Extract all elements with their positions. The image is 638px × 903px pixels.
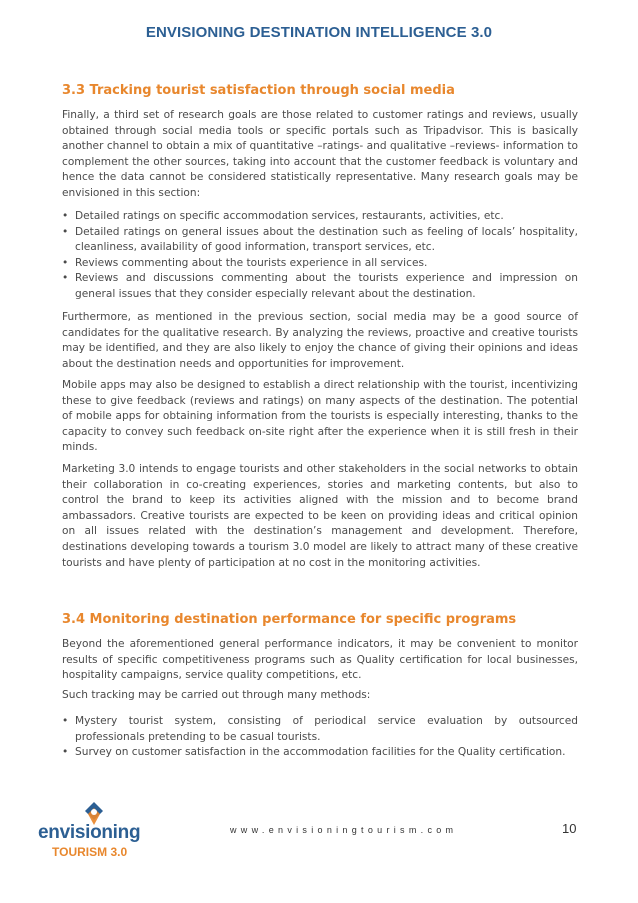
paragraph: Mobile apps may also be designed to establish a direct relationship with the tourist, incentivizing these to give feedback (reviews and ratings) on many aspects of the destination. The potential of mobile apps for obtaining information from the tourists is especially interesting, thanks to the capacity to convey such feedback on-site right after the experience when it is still fresh in their minds.	[62, 379, 578, 454]
list-item: • Detailed ratings on specific accommodation services, restaurants, activities, etc.	[62, 209, 578, 225]
paragraph: Beyond the aforementioned general performance indicators, it may be convenient to monitor results of specific competitiveness programs such as Quality certification for local businesses, hospitality campaigns, service quality competitions, etc.	[62, 638, 578, 682]
section-3-4-bullet-list	[62, 714, 578, 761]
section-3-3-para2	[62, 310, 578, 372]
section-3-3-heading-wrap	[62, 83, 578, 98]
page-number: 10	[562, 821, 577, 836]
list-item: • Detailed ratings on general issues about the destination such as feeling of locals’ hospitality, cleanliness, availability of good information, transport services, etc.	[62, 225, 578, 256]
paragraph: Finally, a third set of research goals are those related to customer ratings and reviews, usually obtained through social media tools or specific portals such as Tripadvisor. This is basically another channel to obtain a mix of quantitative –ratings- and qualitative –reviews- information to complement the other sources, taking into account that the customer feedback is voluntary and hence the data cannot be considered statistically representative. Many research goals may be envisioned in this section:	[62, 109, 578, 199]
section-3-3-bullet-list	[62, 209, 578, 303]
section-heading: 3.4 Monitoring destination performance for specific programs	[62, 612, 517, 627]
footer-logo	[38, 808, 150, 859]
section-heading: 3.3 Tracking tourist satisfaction through social media	[62, 83, 455, 98]
section-3-4-intro	[62, 637, 578, 684]
section-3-3-para3	[62, 378, 578, 456]
section-3-4-heading-wrap	[62, 612, 578, 627]
list-item: • Reviews commenting about the tourists experience in all services.	[62, 256, 578, 272]
page-header-title: ENVISIONING DESTINATION INTELLIGENCE 3.0	[145, 24, 493, 41]
list-item: • Survey on customer satisfaction in the accommodation facilities for the Quality certification.	[62, 745, 578, 761]
logo-subtitle: TOURISM 3.0	[52, 845, 128, 859]
logo-wordmark: envisioning	[38, 822, 141, 843]
section-3-3-intro	[62, 108, 578, 202]
section-3-3-para4	[62, 462, 578, 571]
footer-website-link[interactable]: www.envisioningtourism.com	[230, 825, 458, 835]
paragraph: Furthermore, as mentioned in the previous section, social media may be a good source of candidates for the qualitative research. By analyzing the reviews, proactive and creative tourists may be identified, and they are also likely to enjoy the chance of giving their opinions and ideas about the destination needs and opportunities for improvement.	[62, 311, 578, 370]
paragraph: Marketing 3.0 intends to engage tourists and other stakeholders in the social networks to obtain their collaboration in co-creating experiences, stories and marketing contents, but also to control the brand to keep its activities aligned with the mission and to become brand ambassadors. Creative tourists are expected to be keen on providing ideas and critical opinion on all issues related with the destination’s management and development. Therefore, destinations developing towards a tourism 3.0 model are likely to attract many of these creative tourists and have plenty of participation at no cost in the monitoring activities.	[62, 463, 578, 569]
list-item: • Mystery tourist system, consisting of periodical service evaluation by outsourced professionals pretending to be casual tourists.	[62, 714, 578, 745]
section-3-4-para2	[62, 688, 578, 704]
list-item: • Reviews and discussions commenting about the tourists experience and impression on general issues that they consider especially relevant about the destination.	[62, 271, 578, 302]
paragraph: Such tracking may be carried out through many methods:	[62, 689, 371, 701]
